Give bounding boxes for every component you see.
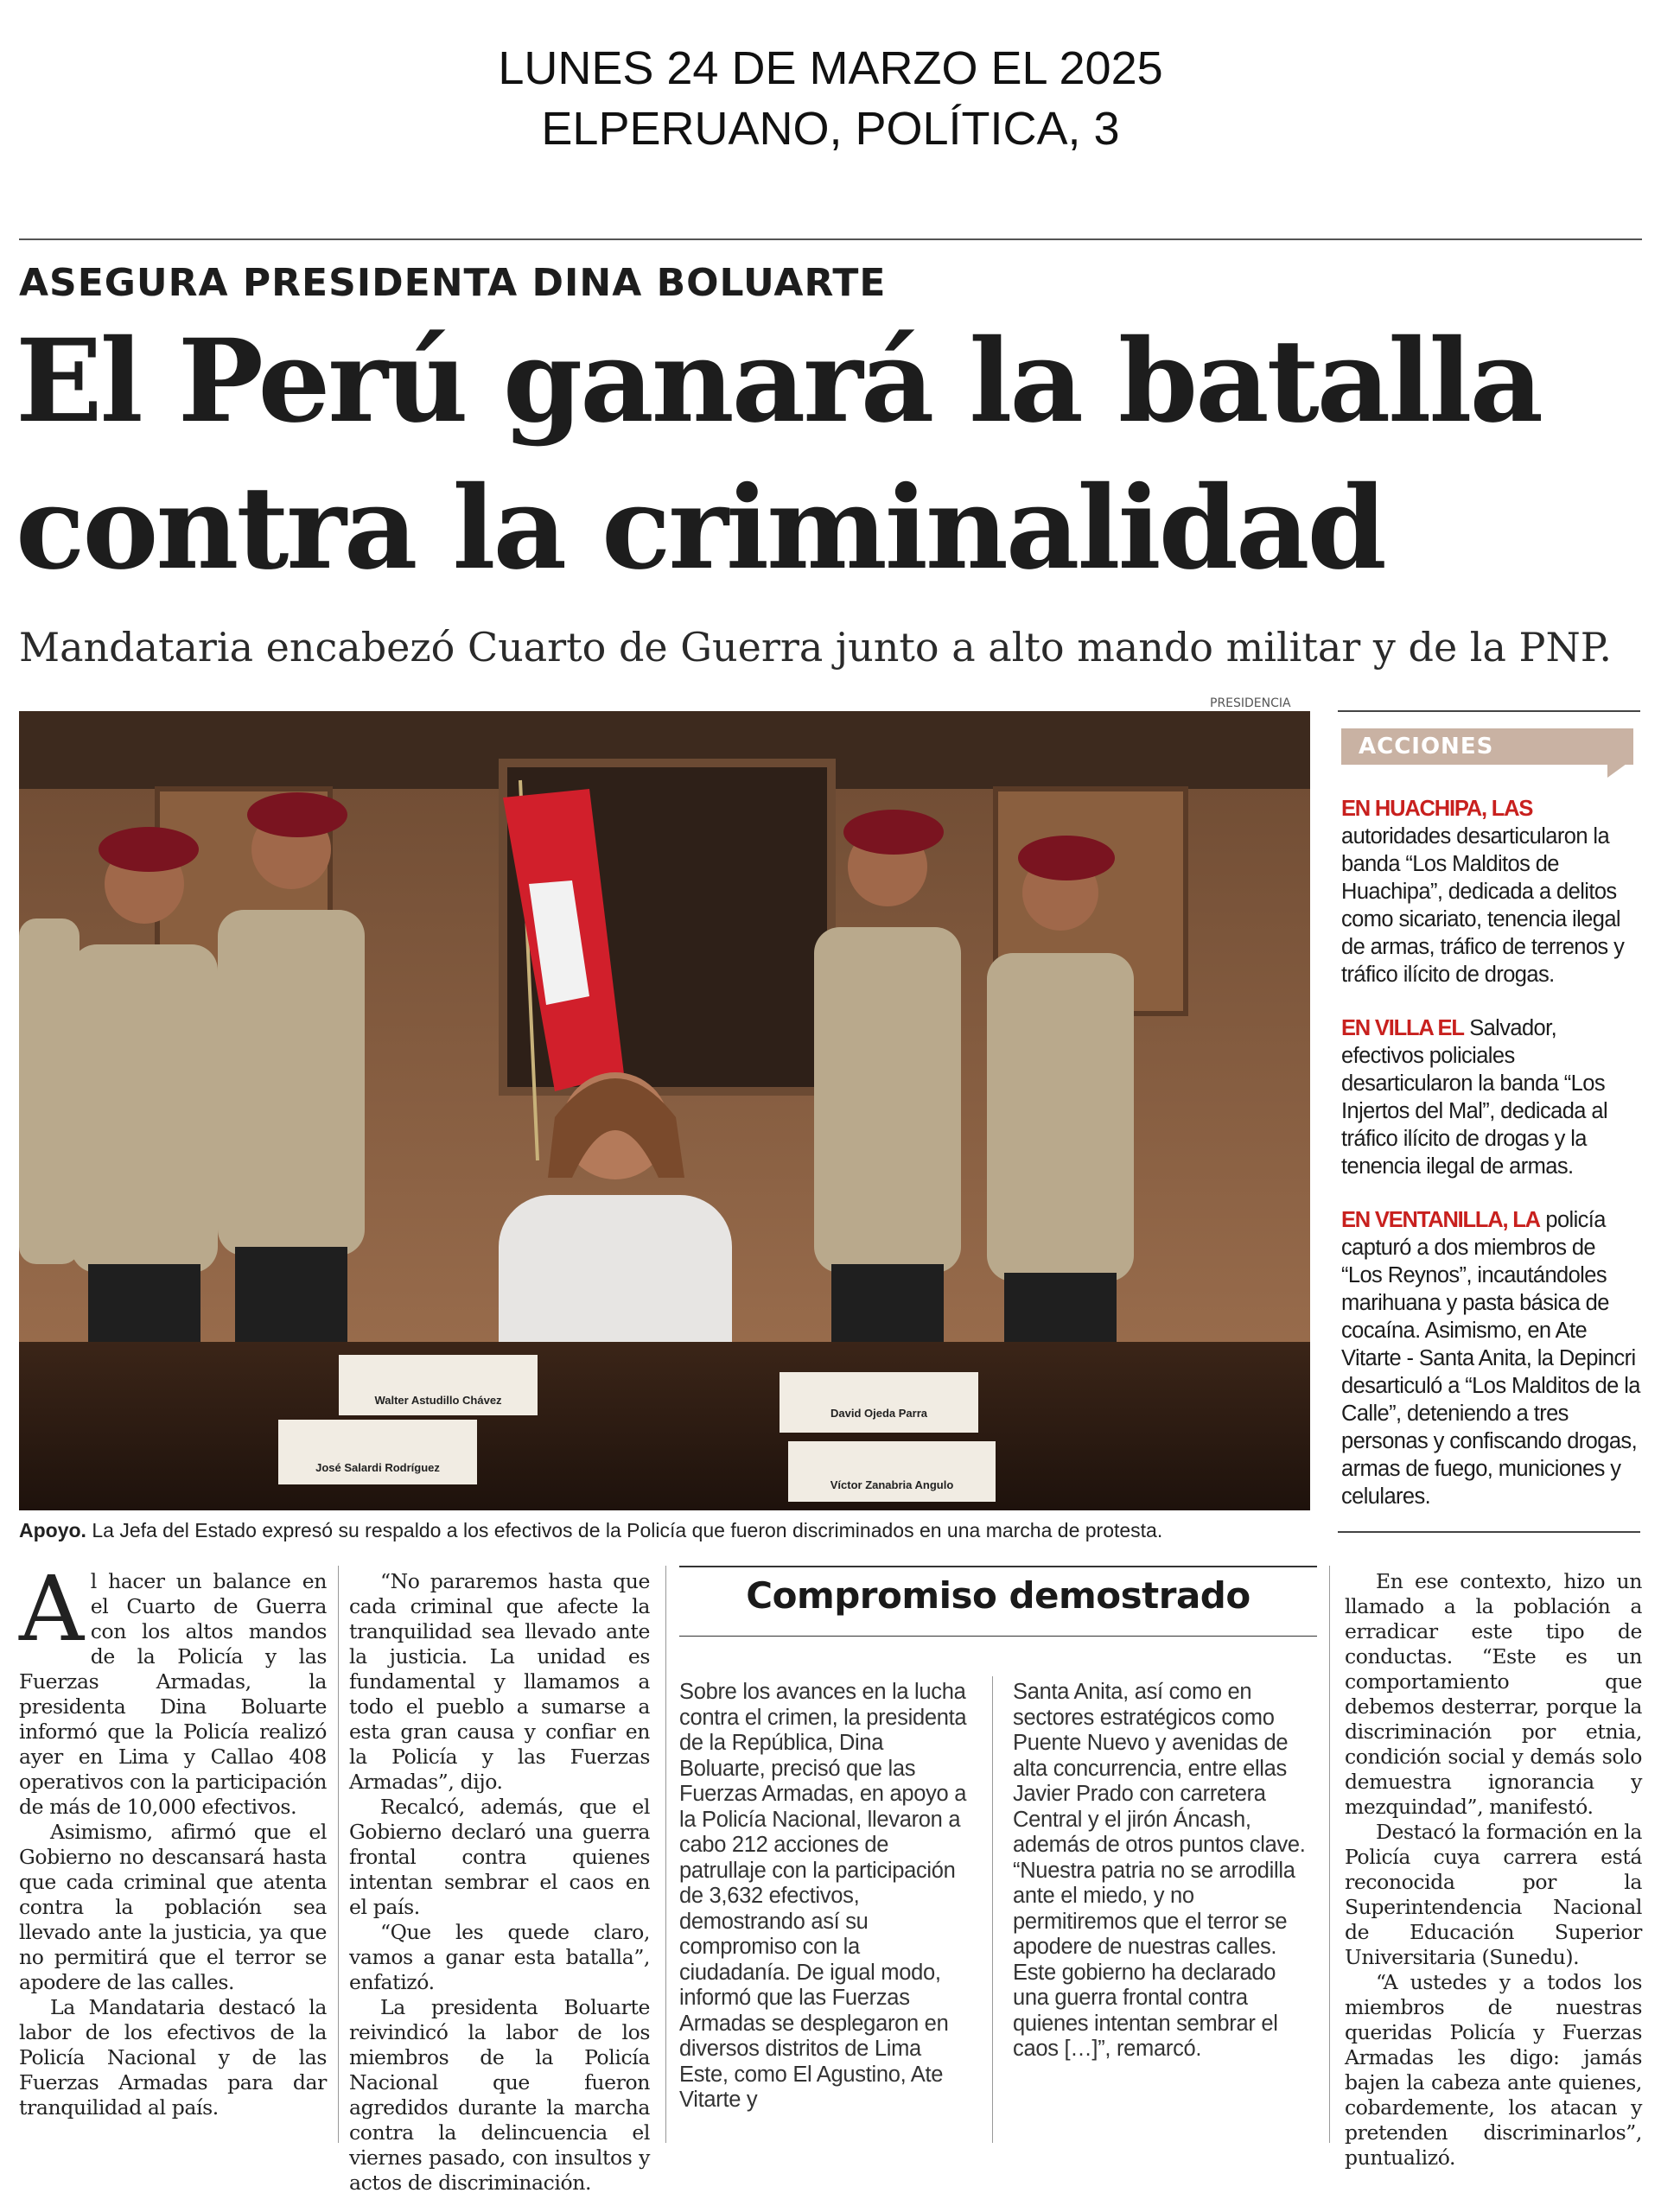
sidebar-item-text: Salvador, efectivos policiales desarticularon la banda “Los Injertos del Mal”, dedicada al tráfico ilícito de drogas y la tenencia ilegal de armas.	[1341, 1016, 1608, 1179]
caption-text: La Jefa del Estado expresó su respaldo a los efectivos de la Policía que fueron discriminados en una marcha de protesta.	[86, 1519, 1163, 1541]
photo-caption	[19, 1519, 1315, 1542]
sidebar-item-huachipa	[1341, 795, 1640, 988]
sidebar-item-villa-el-salvador	[1341, 1014, 1640, 1180]
article-column-5	[1345, 1569, 1642, 2171]
paragraph: “Nuestra patria no se arrodilla ante el miedo, y no permitiremos que el terror se apodere de nuestras calles. Este gobierno ha declarado una guerra frontal contra quienes intentan sembrar el caos […]”, remarcó.	[1013, 1858, 1295, 2061]
newspaper-section: ELPERUANO, POLÍTICA, 3	[541, 103, 1120, 155]
kicker: ASEGURA PRESIDENTA DINA BOLUARTE	[19, 261, 887, 305]
sidebar-label-notch	[1607, 764, 1626, 778]
deck: Mandataria encabezó Cuarto de Guerra junto a alto mando militar y de la PNP.	[19, 624, 1613, 671]
box-column-1	[679, 1680, 970, 2113]
sidebar-item-lead: EN HUACHIPA, LAS	[1341, 797, 1533, 821]
news-photo	[19, 711, 1310, 1510]
nameplate-2: David Ojeda Parra	[830, 1407, 927, 1420]
headline-line-2: contra la criminalidad	[16, 461, 1384, 595]
paragraph: “No pararemos hasta que cada criminal que afecte la tranquilidad sea llevado ante la justicia. La unidad es fundamental y llamamos a todo el pueblo a sumarse a esta gran causa y confiar en la Policía y las Fuerzas Armadas”, dijo.	[349, 1569, 650, 1794]
sidebar-bottom-rule	[1338, 1531, 1640, 1533]
box-heading-rule	[679, 1636, 1317, 1637]
sidebar-top-rule	[1338, 710, 1640, 712]
nameplate-1: Walter Astudillo Chávez	[374, 1394, 502, 1407]
paragraph: Santa Anita, así como en sectores estratégicos como Puente Nuevo y avenidas de alta concurrencia, entre ellas Javier Prado con carretera Central y el jirón Áncash, además de otros puntos clave.	[1013, 1680, 1306, 1857]
sidebar-item-lead: EN VENTANILLA, LA	[1341, 1208, 1540, 1232]
nameplate-4: Víctor Zanabria Angulo	[830, 1478, 954, 1491]
paragraph: Sobre los avances en la lucha contra el crimen, la presidenta de la República, Dina Boluarte, precisó que las Fuerzas Armadas, en apoyo a la Policía Nacional, llevaron a cabo 212 acciones de patrullaje con la participación de 3,632 efectivos, demostrando así su compromiso con la ciudadanía. De igual modo, informó que las Fuerzas Armadas se desplegaron en diversos distritos de Lima Este, como El Agustino, Ate Vitarte y	[679, 1680, 967, 2112]
paragraph: Asimismo, afirmó que el Gobierno no descansará hasta que cada criminal que atenta contra la población sea llevado ante la justicia, ya que no permitirá que el terror se apodere de las calles.	[19, 1820, 327, 1994]
sidebar-item-text: policía capturó a dos miembros de “Los Reynos”, incautándoles marihuana y pasta básica de cocaína. Asimismo, en Ate Vitarte - Santa Anita, la Depincri desarticuló a “Los Malditos de la Calle”, deteniendo a tres personas y confiscando drogas, armas de fuego, municiones y celulares.	[1341, 1208, 1640, 1509]
headline-line-1: El Perú ganará la batalla	[16, 315, 1542, 448]
paragraph: La Mandataria destacó la labor de los efectivos de la Policía Nacional y de las Fuerzas Armadas para dar tranquilidad al país.	[19, 1995, 327, 2120]
column-separator	[992, 1676, 993, 2143]
photo-credit: PRESIDENCIA	[1210, 696, 1291, 710]
paragraph: “Que les quede claro, vamos a ganar esta batalla”, enfatizó.	[349, 1920, 650, 1994]
paragraph: Recalcó, además, que el Gobierno declaró una guerra frontal contra quienes intentan sembrar el caos en el país.	[349, 1795, 650, 1919]
header-divider	[19, 238, 1642, 240]
paragraph: La presidenta Boluarte reivindicó la labor de los miembros de la Policía Nacional que fueron agredidos durante la marcha contra la delincuencia el viernes pasado, con insultos y actos de discriminación.	[349, 1995, 650, 2195]
paragraph: Destacó la formación en la Policía cuya carrera está reconocida por la Superintendencia Nacional de Educación Superior Universitaria (Sunedu).	[1345, 1820, 1642, 1969]
sidebar-label: ACCIONES	[1341, 728, 1633, 765]
sidebar-item-ventanilla	[1341, 1206, 1640, 1510]
column-separator	[1329, 1566, 1330, 2143]
drop-cap: A	[19, 1556, 84, 1662]
box-column-2	[1013, 1680, 1317, 2063]
caption-lead: Apoyo.	[19, 1519, 86, 1541]
column-separator	[665, 1566, 666, 2143]
article-column-1	[19, 1556, 327, 2120]
issue-date: LUNES 24 DE MARZO EL 2025	[498, 42, 1163, 94]
column-separator	[338, 1566, 339, 2143]
sidebar-item-text: autoridades desarticularon la banda “Los Malditos de Huachipa”, dedicada a delitos como sicariato, tenencia ilegal de armas, tráfico de terrenos y tráfico ilícito de drogas.	[1341, 824, 1625, 987]
nameplate-3: José Salardi Rodríguez	[315, 1461, 440, 1474]
paragraph: “A ustedes y a todos los miembros de nuestras queridas Policía y Fuerzas Armadas les digo: jamás bajen la cabeza ante quienes, cobardemente, los atacan y pretenden discriminarlos”, puntualizó.	[1345, 1970, 1642, 2170]
paragraph: En ese contexto, hizo un llamado a la población a erradicar este tipo de conductas. “Este es un comportamiento que debemos desterrar, porque la discriminación por etnia, condición social y demás solo demuestra ignorancia y mezquindad”, manifestó.	[1345, 1569, 1642, 1819]
sidebar-item-lead: EN VILLA EL	[1341, 1016, 1464, 1040]
box-top-rule	[679, 1566, 1317, 1567]
paragraph: l hacer un balance en el Cuarto de Guerra con los altos mandos de la Policía y las Fuerzas Armadas, la presidenta Dina Boluarte informó que la Policía realizó ayer en Lima y Callao 408 operativos con la participación de más de 10,000 efectivos.	[19, 1569, 327, 1819]
box-heading: Compromiso demostrado	[746, 1574, 1251, 1617]
article-column-2	[349, 1569, 650, 2196]
